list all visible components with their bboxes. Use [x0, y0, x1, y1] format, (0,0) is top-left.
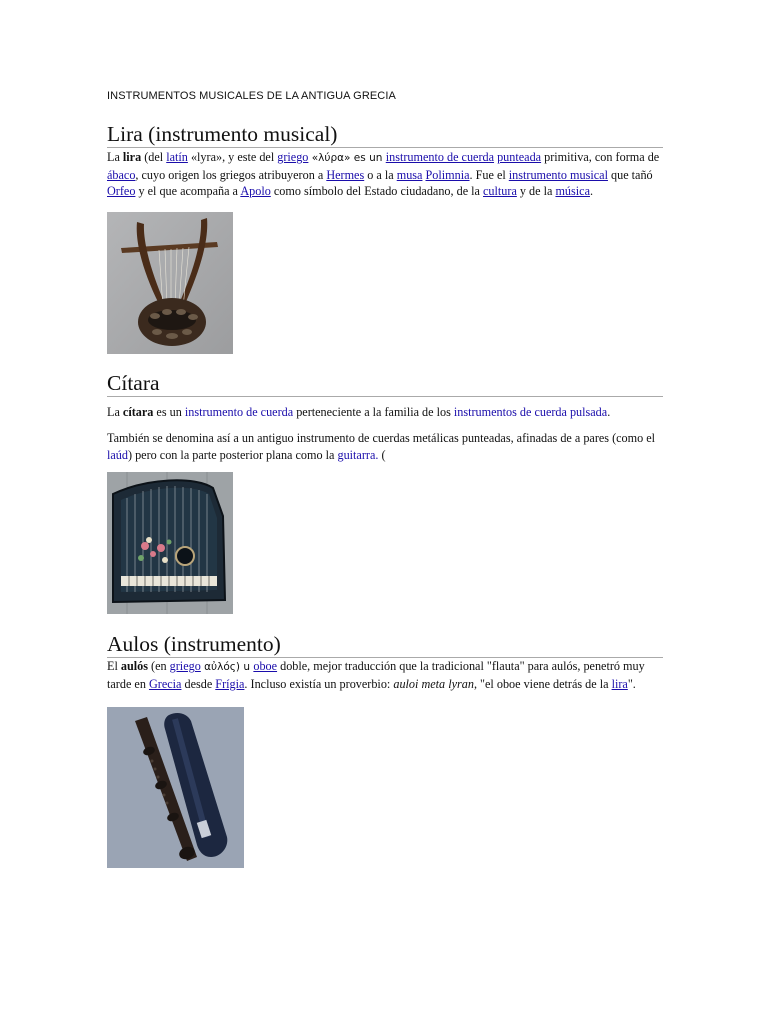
- link-grecia[interactable]: Grecia: [148, 676, 182, 691]
- link-instrumento-de-cuerda[interactable]: instrumento de cuerda: [385, 150, 495, 164]
- text: o a la: [364, 167, 397, 182]
- section-title-lira: Lira (instrumento musical): [107, 121, 663, 148]
- link-latin[interactable]: latín: [166, 150, 188, 164]
- lira-image: [107, 212, 233, 354]
- text: (en: [148, 659, 170, 673]
- text: que tañó: [607, 167, 653, 182]
- text: El: [107, 659, 121, 673]
- text: como símbolo del Estado ciudadano, de la: [270, 184, 484, 198]
- text: y de la: [516, 184, 556, 198]
- link-musa[interactable]: musa: [396, 167, 423, 182]
- text: «λύρα» es un: [308, 152, 386, 164]
- link-instrumento-de-cuerda[interactable]: instrumento de cuerda: [184, 405, 294, 419]
- aulos-term: aulós: [120, 659, 148, 673]
- citara-paragraph-1: [107, 404, 663, 421]
- text: ".: [627, 676, 636, 691]
- text: (: [378, 447, 386, 462]
- text: doble, mejor traducción que la tradicional "flauta" para aulós, penetró muy tarde en: [107, 659, 645, 691]
- citara-image: [107, 472, 233, 614]
- lira-paragraph: [107, 149, 663, 200]
- link-frigia[interactable]: Frígia: [215, 676, 245, 691]
- lira-term: lira: [122, 150, 142, 164]
- text: es un: [153, 405, 185, 419]
- text: La: [107, 150, 123, 164]
- link-instrumento-musical[interactable]: instrumento musical: [508, 167, 608, 182]
- text: perteneciente a la familia de los: [293, 405, 454, 419]
- link-punteada[interactable]: punteada: [497, 150, 542, 164]
- link-polimnia[interactable]: Polimnia: [425, 167, 470, 182]
- link-griego[interactable]: griego: [277, 150, 309, 164]
- text: primitiva, con forma de: [541, 150, 660, 164]
- link-orfeo[interactable]: Orfeo: [107, 184, 136, 198]
- link-abaco[interactable]: ábaco: [107, 167, 136, 182]
- link-guitarra[interactable]: guitarra.: [337, 447, 379, 462]
- link-instrumentos-de-cuerda-pulsada[interactable]: instrumentos de cuerda pulsada: [453, 405, 608, 419]
- text: desde: [181, 676, 216, 691]
- link-laud[interactable]: laúd: [107, 447, 128, 462]
- text: ) pero con la parte posterior plana como la: [127, 447, 338, 462]
- proverb: auloi meta lyran: [393, 676, 474, 691]
- text: La: [107, 405, 123, 419]
- link-cultura[interactable]: cultura: [483, 184, 517, 198]
- text: «lyra», y este del: [187, 150, 278, 164]
- text: También se denomina así a un antiguo instrumento de cuerdas metálicas punteadas, afinadas de a pares (como el: [107, 431, 656, 445]
- text: , "el oboe viene detrás de la: [473, 676, 612, 691]
- text: .: [607, 405, 611, 419]
- text: . Fue el: [469, 167, 509, 182]
- link-lira[interactable]: lira: [611, 676, 628, 691]
- link-oboe[interactable]: oboe: [253, 659, 278, 673]
- text: αὐλός) u: [200, 661, 254, 673]
- link-griego[interactable]: griego: [169, 659, 201, 673]
- text: .: [589, 184, 594, 198]
- citara-paragraph-2: [107, 430, 663, 463]
- document-title: INSTRUMENTOS MUSICALES DE LA ANTIGUA GRECIA: [107, 90, 396, 102]
- text: (del: [141, 150, 167, 164]
- link-hermes[interactable]: Hermes: [326, 167, 365, 182]
- text: y el que acompaña a: [135, 184, 241, 198]
- section-title-citara: Cítara: [107, 370, 663, 397]
- link-musica[interactable]: música: [555, 184, 590, 198]
- aulos-image: [107, 707, 244, 868]
- aulos-paragraph: [107, 658, 663, 692]
- citara-term: cítara: [122, 405, 154, 419]
- section-title-aulos: Aulos (instrumento): [107, 631, 663, 658]
- link-apolo[interactable]: Apolo: [240, 184, 271, 198]
- text: . Incluso existía un proverbio:: [244, 676, 394, 691]
- text: , cuyo origen los griegos atribuyeron a: [135, 167, 327, 182]
